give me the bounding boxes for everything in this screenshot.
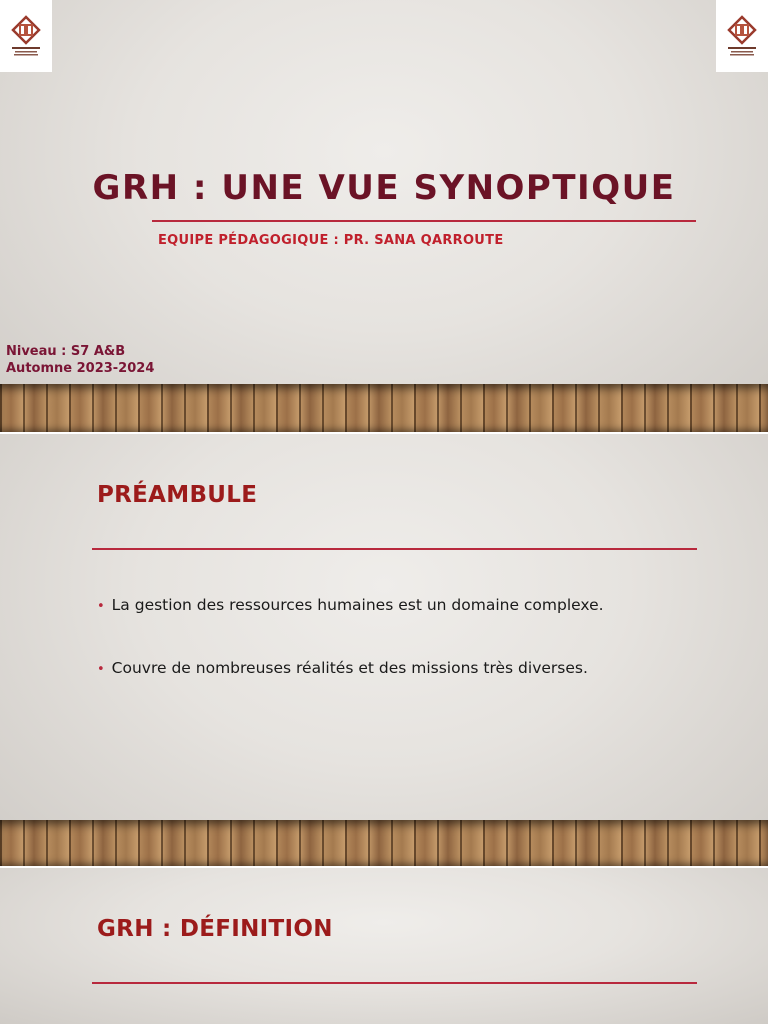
wood-floor-decoration xyxy=(0,384,768,432)
university-logo-icon xyxy=(0,0,52,72)
heading-divider xyxy=(92,548,697,550)
preamble-slide xyxy=(0,434,768,866)
course-term: Automne 2023-2024 xyxy=(6,361,155,376)
heading-divider xyxy=(92,982,697,984)
university-logo-icon xyxy=(716,0,768,72)
slide-heading: GRH : DÉFINITION xyxy=(97,916,333,942)
bullet-icon: • xyxy=(97,662,105,677)
slide-heading: PRÉAMBULE xyxy=(97,482,258,508)
course-meta xyxy=(6,343,154,377)
course-level: Niveau : S7 A&B xyxy=(6,344,126,359)
list-item xyxy=(97,659,604,677)
bullet-text: La gestion des ressources humaines est un domaine complexe. xyxy=(111,596,604,614)
list-item xyxy=(97,596,604,614)
definition-slide xyxy=(0,868,768,1024)
bullet-text: Couvre de nombreuses réalités et des missions très diverses. xyxy=(111,659,588,677)
presentation-subtitle: EQUIPE PÉDAGOGIQUE : PR. SANA QARROUTE xyxy=(158,233,504,248)
bullet-icon: • xyxy=(97,599,105,614)
presentation-title: GRH : UNE VUE SYNOPTIQUE xyxy=(92,168,676,208)
title-slide xyxy=(0,0,768,432)
title-divider xyxy=(152,220,696,222)
bullet-list xyxy=(97,596,604,722)
wood-floor-decoration xyxy=(0,820,768,866)
